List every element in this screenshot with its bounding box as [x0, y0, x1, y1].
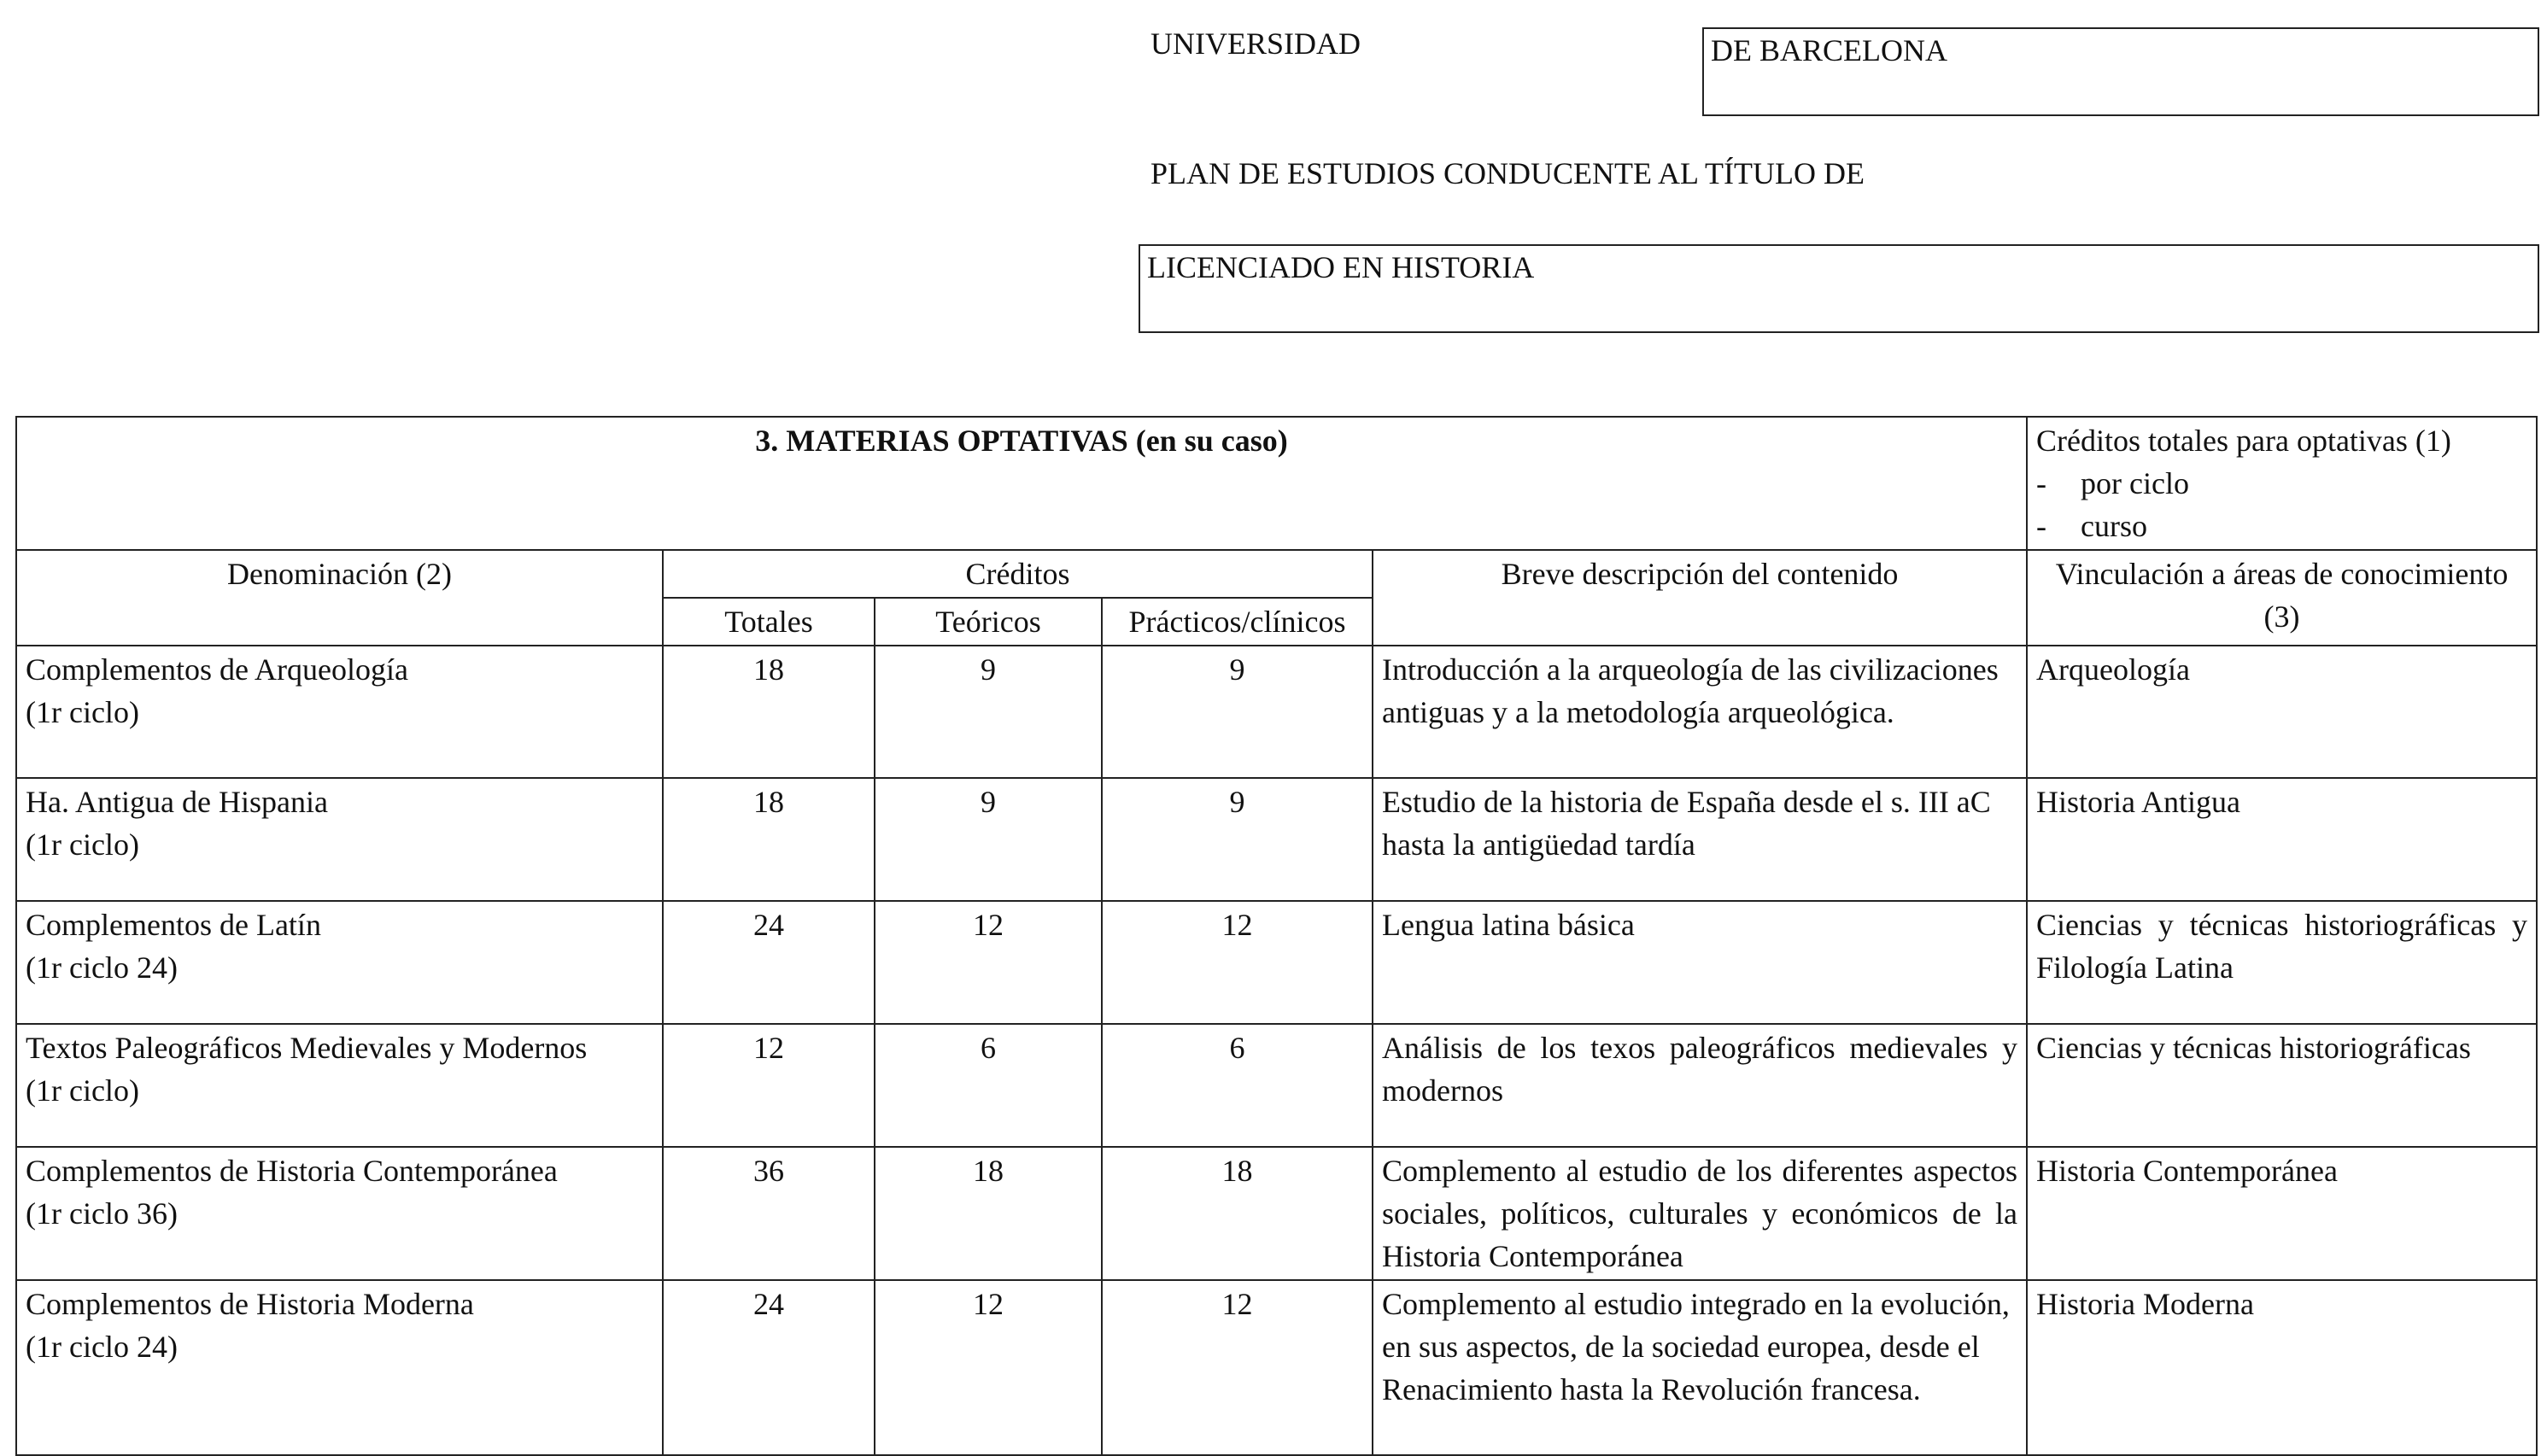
- credits-practicos: 12: [1102, 901, 1373, 1024]
- knowledge-area: Arqueología: [2027, 646, 2537, 778]
- subject-cycle: (1r ciclo): [26, 1073, 139, 1108]
- subject-cell: [16, 1024, 663, 1147]
- credits-total-label: Créditos totales para optativas (1): [2036, 424, 2451, 458]
- degree-field: [1139, 244, 2539, 333]
- credits-totales: 18: [663, 646, 875, 778]
- subject-cycle: (1r ciclo): [26, 695, 139, 729]
- subject-cell: [16, 1147, 663, 1280]
- knowledge-area: Ciencias y técnicas historiográficas y Filología Latina: [2027, 901, 2537, 1024]
- credits-teoricos: 9: [875, 778, 1102, 901]
- credits-totales: 18: [663, 778, 875, 901]
- header-row: [16, 550, 2537, 598]
- subject-name: Complementos de Arqueología: [26, 652, 408, 687]
- table-row: [16, 901, 2537, 1024]
- credits-total-item: - curso: [2036, 509, 2148, 543]
- credits-practicos: 18: [1102, 1147, 1373, 1280]
- description: Complemento al estudio integrado en la evolución, en sus aspectos, de la sociedad europea, desde el Renacimiento hasta la Revolución francesa.: [1373, 1280, 2027, 1455]
- credits-totales: 36: [663, 1147, 875, 1280]
- subject-cell: [16, 1280, 663, 1455]
- table-row: [16, 1280, 2537, 1455]
- table-title-row: [16, 417, 2537, 550]
- subject-name: Complementos de Latín: [26, 908, 321, 942]
- col-header-practicos: Prácticos/clínicos: [1102, 598, 1373, 646]
- optional-subjects-table: [15, 416, 2538, 1456]
- subject-cycle: (1r ciclo): [26, 827, 139, 862]
- description: Análisis de los texos paleográficos medievales y modernos: [1373, 1024, 2027, 1147]
- credits-totales: 12: [663, 1024, 875, 1147]
- subject-cycle: (1r ciclo 36): [26, 1196, 178, 1231]
- credits-teoricos: 12: [875, 1280, 1102, 1455]
- description: Introducción a la arqueología de las civilizaciones antiguas y a la metodología arqueológica.: [1373, 646, 2027, 778]
- subject-cycle: (1r ciclo 24): [26, 950, 178, 985]
- degree-value: LICENCIADO EN HISTORIA: [1147, 250, 1535, 284]
- subject-cycle: (1r ciclo 24): [26, 1330, 178, 1364]
- credits-teoricos: 9: [875, 646, 1102, 778]
- credits-totales: 24: [663, 901, 875, 1024]
- subject-name: Complementos de Historia Contemporánea: [26, 1154, 558, 1188]
- credits-totales: 24: [663, 1280, 875, 1455]
- university-field: [1702, 27, 2539, 116]
- knowledge-area: Historia Antigua: [2027, 778, 2537, 901]
- description: Complemento al estudio de los diferentes aspectos sociales, políticos, culturales y económicos de la Historia Contemporánea: [1373, 1147, 2027, 1280]
- col-header-creditos: Créditos: [663, 550, 1373, 598]
- credits-practicos: 9: [1102, 778, 1373, 901]
- col-header-denominacion: Denominación (2): [16, 550, 663, 646]
- credits-practicos: 12: [1102, 1280, 1373, 1455]
- credits-teoricos: 6: [875, 1024, 1102, 1147]
- subject-cell: [16, 646, 663, 778]
- knowledge-area: Historia Contemporánea: [2027, 1147, 2537, 1280]
- table-title: 3. MATERIAS OPTATIVAS (en su caso): [16, 417, 2027, 550]
- credits-total-item: - por ciclo: [2036, 466, 2189, 500]
- table-row: [16, 646, 2537, 778]
- knowledge-area: Ciencias y técnicas historiográficas: [2027, 1024, 2537, 1147]
- subject-cell: [16, 901, 663, 1024]
- credits-practicos: 9: [1102, 646, 1373, 778]
- col-header-totales: Totales: [663, 598, 875, 646]
- col-header-teoricos: Teóricos: [875, 598, 1102, 646]
- plan-label: PLAN DE ESTUDIOS CONDUCENTE AL TÍTULO DE: [1150, 156, 1865, 190]
- description: Lengua latina básica: [1373, 901, 2027, 1024]
- credits-practicos: 6: [1102, 1024, 1373, 1147]
- university-value: DE BARCELONA: [1711, 33, 1947, 67]
- subject-cell: [16, 778, 663, 901]
- knowledge-area: Historia Moderna: [2027, 1280, 2537, 1455]
- credits-teoricos: 12: [875, 901, 1102, 1024]
- credits-total-cell: [2027, 417, 2537, 550]
- table-row: [16, 778, 2537, 901]
- credits-teoricos: 18: [875, 1147, 1102, 1280]
- col-header-vinculacion: Vinculación a áreas de conocimiento (3): [2027, 550, 2537, 646]
- description: Estudio de la historia de España desde el s. III aC hasta la antigüedad tardía: [1373, 778, 2027, 901]
- subject-name: Textos Paleográficos Medievales y Modernos: [26, 1031, 588, 1065]
- subject-name: Ha. Antigua de Hispania: [26, 785, 328, 819]
- table-row: [16, 1147, 2537, 1280]
- university-label: UNIVERSIDAD: [1150, 26, 1361, 61]
- subject-name: Complementos de Historia Moderna: [26, 1287, 474, 1321]
- col-header-descripcion: Breve descripción del contenido: [1373, 550, 2027, 646]
- table-row: [16, 1024, 2537, 1147]
